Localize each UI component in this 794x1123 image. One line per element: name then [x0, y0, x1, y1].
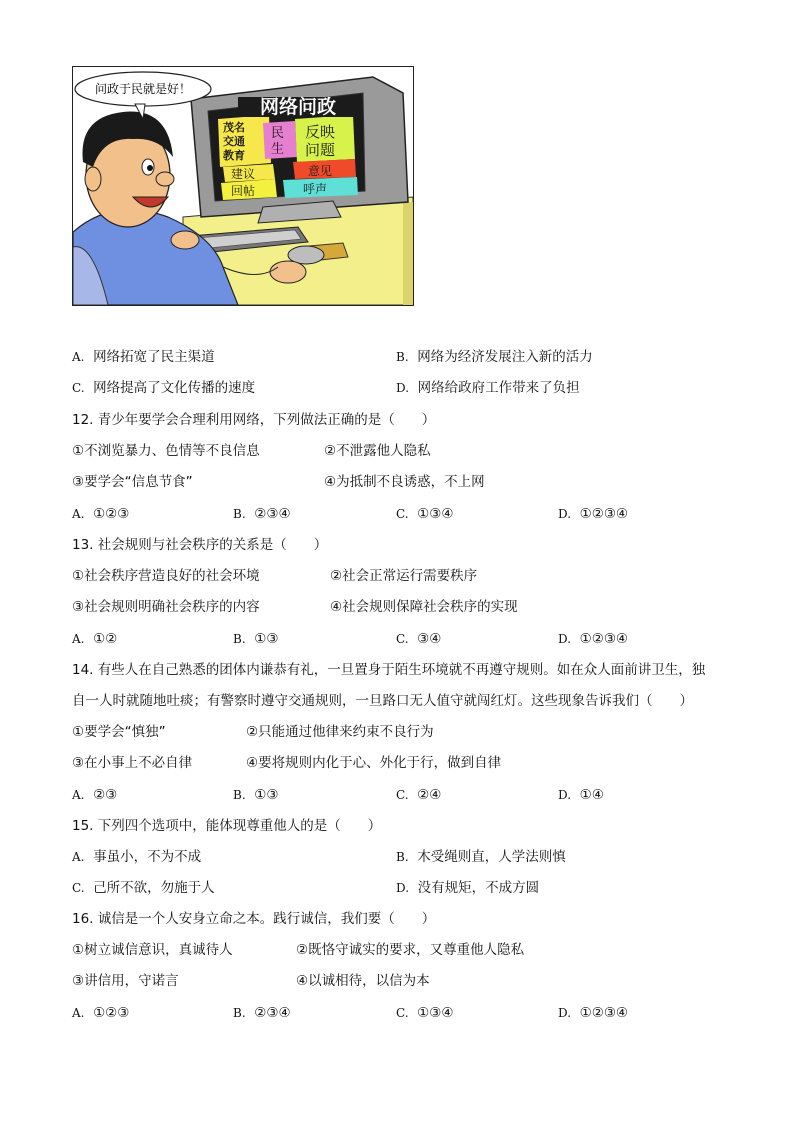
option-text: 没有规矩，不成方圆 [417, 880, 540, 896]
q16-item-1: ①树立诚信意识，真诚待人 [72, 942, 233, 958]
note-text: 问题 [305, 141, 336, 159]
option-text: ①④ [579, 787, 604, 803]
option-text: ①③④ [417, 1005, 454, 1021]
q11-option-a [72, 348, 215, 366]
q15-option-b [396, 848, 566, 866]
q16-option-a [72, 1004, 129, 1022]
q14-option-a [72, 786, 117, 804]
q13-item-4: ④社会规则保障社会秩序的实现 [330, 599, 518, 615]
q16-option-d [558, 1004, 628, 1022]
option-text: 网络给政府工作带来了负担 [417, 380, 580, 396]
q12-option-b [233, 505, 291, 523]
q16-item-3: ③讲信用，守诺言 [72, 973, 179, 989]
note-text: 生 [271, 142, 285, 157]
option-letter: D. [396, 881, 410, 895]
cartoon-drawing [73, 67, 413, 305]
option-text: ②③④ [254, 1005, 291, 1021]
q15-option-c [72, 879, 215, 897]
q12-option-a [72, 505, 129, 523]
q11-option-d [396, 379, 580, 397]
q13-option-c [396, 630, 441, 648]
option-letter: D. [396, 381, 410, 395]
option-text: 网络为经济发展注入新的活力 [417, 349, 593, 365]
option-letter: C. [72, 381, 85, 395]
q14-option-d [558, 786, 604, 804]
option-text: ①②③④ [579, 506, 629, 522]
option-text: 木受绳则直，人学法则慎 [417, 849, 566, 865]
option-text: ③④ [417, 631, 442, 647]
q15-stem: 15. 下列四个选项中，能体现尊重他人的是（ ） [72, 818, 382, 834]
q12-item-4: ④为抵制不良诱惑，不上网 [324, 474, 485, 490]
note-text: 建议 [231, 167, 256, 181]
option-letter: B. [396, 850, 409, 864]
option-text: 己所不欲，勿施于人 [93, 880, 215, 896]
q12-stem: 12. 青少年要学会合理利用网络，下列做法正确的是（ ） [72, 412, 436, 428]
option-text: 网络拓宽了民主渠道 [93, 349, 215, 365]
q16-item-2: ②既恪守诚实的要求，又尊重他人隐私 [296, 942, 525, 958]
screen-title: 网络问政 [259, 96, 337, 118]
q11-option-c [72, 379, 255, 397]
q15-option-a [72, 848, 201, 866]
option-letter: A. [72, 632, 85, 646]
option-text: ①②③ [93, 506, 130, 522]
q11-option-b [396, 348, 593, 366]
q12-item-3: ③要学会“信息节食” [72, 474, 193, 490]
q13-option-a [72, 630, 117, 648]
option-letter: D. [558, 507, 572, 521]
note-text: 教育 [223, 149, 245, 162]
q12-option-c [396, 505, 453, 523]
note-text: 意见 [308, 164, 333, 178]
option-letter: C. [396, 1006, 409, 1020]
speech-bubble-text: 问政于民就是好！ [94, 82, 192, 96]
option-text: ②③ [93, 787, 118, 803]
note-text: 交通 [223, 135, 245, 148]
q14-item-2: ②只能通过他律来约束不良行为 [246, 724, 434, 740]
note-text: 反映 [305, 123, 336, 141]
note-text: 回帖 [231, 184, 256, 198]
option-text: ①②③ [93, 1005, 130, 1021]
q13-option-b [233, 630, 278, 648]
option-letter: C. [396, 788, 409, 802]
option-text: ①②③④ [579, 1005, 629, 1021]
option-letter: A. [72, 507, 85, 521]
q16-item-4: ④以诚相待，以信为本 [296, 973, 430, 989]
option-letter: C. [396, 632, 409, 646]
q14-option-c [396, 786, 441, 804]
note-text: 呼声 [303, 182, 328, 196]
option-letter: D. [558, 1006, 572, 1020]
q14-stem-line1: 14. 有些人在自己熟悉的团体内谦恭有礼，一旦置身于陌生环境就不再遵守规则。如在众人面前讲卫生，独 [72, 662, 706, 678]
option-letter: A. [72, 1006, 85, 1020]
cartoon-image [72, 66, 414, 306]
q16-option-b [233, 1004, 291, 1022]
option-text: ①③④ [417, 506, 454, 522]
option-letter: A. [72, 350, 85, 364]
option-letter: D. [558, 632, 572, 646]
q13-item-1: ①社会秩序营造良好的社会环境 [72, 568, 260, 584]
q13-item-2: ②社会正常运行需要秩序 [330, 568, 478, 584]
option-letter: B. [233, 507, 246, 521]
q13-item-3: ③社会规则明确社会秩序的内容 [72, 599, 260, 615]
option-letter: B. [233, 788, 246, 802]
q13-option-d [558, 630, 628, 648]
q15-option-d [396, 879, 539, 897]
option-letter: A. [72, 788, 85, 802]
q14-stem-line2: 自一人时就随地吐痰；有警察时遵守交通规则，一旦路口无人值守就闯红灯。这些现象告诉我们（ ） [72, 693, 693, 709]
option-text: ①③ [254, 631, 279, 647]
note-text: 民 [271, 126, 285, 141]
option-text: ①②③④ [579, 631, 629, 647]
option-text: ①③ [254, 787, 279, 803]
option-text: ②④ [417, 787, 442, 803]
option-letter: A. [72, 850, 85, 864]
q12-item-2: ②不泄露他人隐私 [324, 443, 431, 459]
option-letter: C. [396, 507, 409, 521]
option-text: ①② [93, 631, 118, 647]
q13-stem: 13. 社会规则与社会秩序的关系是（ ） [72, 537, 328, 553]
q12-option-d [558, 505, 628, 523]
option-text: 网络提高了文化传播的速度 [93, 380, 256, 396]
q14-item-4: ④要将规则内化于心、外化于行，做到自律 [246, 755, 502, 771]
q16-option-c [396, 1004, 453, 1022]
option-text: ②③④ [254, 506, 291, 522]
option-letter: C. [72, 881, 85, 895]
option-text: 事虽小，不为不成 [93, 849, 202, 865]
q14-item-1: ①要学会“慎独” [72, 724, 166, 740]
q16-stem: 16. 诚信是一个人安身立命之本。践行诚信，我们要（ ） [72, 911, 436, 927]
option-letter: B. [396, 350, 409, 364]
q14-option-b [233, 786, 278, 804]
note-text: 茂名 [223, 121, 245, 134]
option-letter: B. [233, 632, 246, 646]
option-letter: D. [558, 788, 572, 802]
q14-item-3: ③在小事上不必自律 [72, 755, 193, 771]
q12-item-1: ①不浏览暴力、色情等不良信息 [72, 443, 260, 459]
option-letter: B. [233, 1006, 246, 1020]
